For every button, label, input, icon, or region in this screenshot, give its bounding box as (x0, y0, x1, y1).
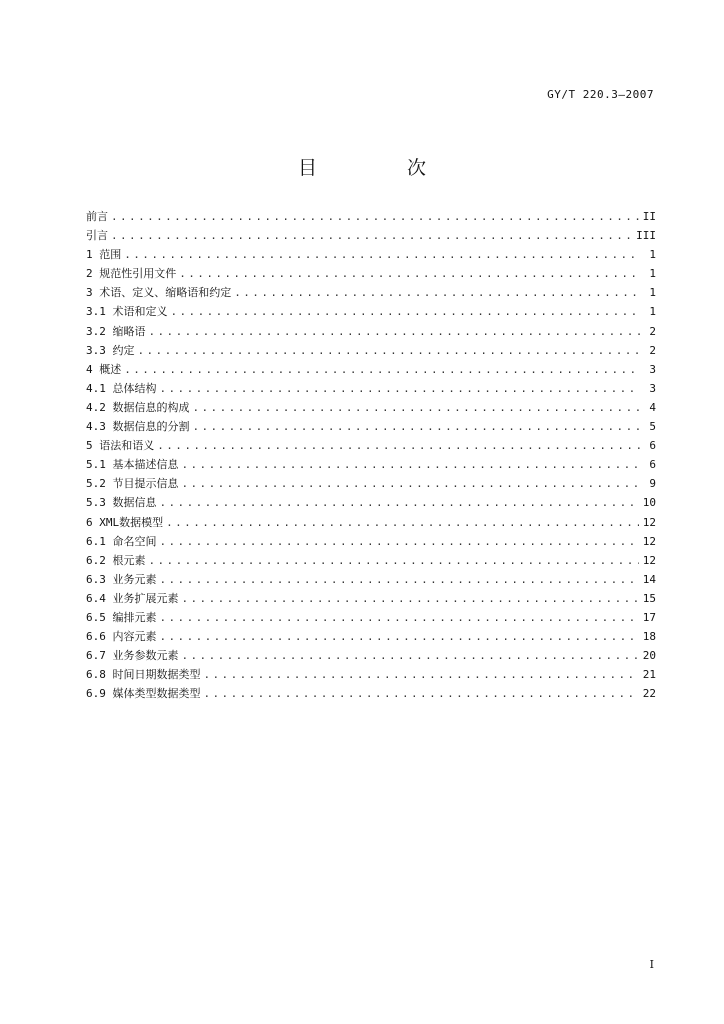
toc-entry-label: 6.1 命名空间 (86, 534, 157, 548)
dot-leader (160, 535, 639, 548)
toc-entry[interactable] (86, 666, 656, 685)
toc-entry[interactable] (86, 514, 656, 533)
toc-entry[interactable] (86, 399, 656, 418)
dot-leader (204, 668, 639, 681)
table-of-contents (86, 208, 656, 704)
dot-leader (182, 477, 641, 490)
toc-entry-label: 4 概述 (86, 362, 122, 376)
toc-entry[interactable] (86, 475, 656, 494)
toc-entry-page: 14 (642, 572, 656, 586)
dot-leader (157, 439, 640, 452)
dot-leader (149, 554, 639, 567)
page-number: I (649, 958, 654, 971)
toc-entry[interactable] (86, 456, 656, 475)
toc-entry-label: 6.8 时间日期数据类型 (86, 668, 201, 682)
toc-entry[interactable] (86, 609, 656, 628)
toc-entry[interactable] (86, 494, 656, 513)
dot-leader (179, 267, 640, 280)
toc-entry[interactable] (86, 552, 656, 571)
toc-entry[interactable] (86, 303, 656, 322)
toc-entry-label: 6.7 业务参数元素 (86, 649, 179, 663)
toc-entry-page: 1 (649, 267, 656, 281)
dot-leader (124, 363, 640, 376)
toc-entry[interactable] (86, 628, 656, 647)
toc-entry-label: 引言 (86, 229, 108, 243)
toc-entry-label: 6.5 编排元素 (86, 610, 157, 624)
toc-entry[interactable] (86, 265, 656, 284)
dot-leader (193, 401, 641, 414)
toc-entry-label: 3.2 缩略语 (86, 324, 146, 338)
toc-entry-label: 3 术语、定义、缩略语和约定 (86, 286, 232, 300)
toc-entry[interactable] (86, 685, 656, 704)
standard-code: GY/T 220.3—2007 (547, 88, 654, 101)
toc-entry-page: 20 (642, 649, 656, 663)
toc-entry-page: 22 (642, 687, 656, 701)
toc-entry-page: 6 (649, 439, 656, 453)
toc-entry[interactable] (86, 342, 656, 361)
toc-entry[interactable] (86, 284, 656, 303)
toc-entry[interactable] (86, 590, 656, 609)
dot-leader (124, 248, 640, 261)
dot-leader (182, 649, 639, 662)
dot-leader (182, 592, 639, 605)
toc-entry[interactable] (86, 571, 656, 590)
dot-leader (193, 420, 641, 433)
toc-entry[interactable] (86, 437, 656, 456)
dot-leader (234, 286, 640, 299)
dot-leader (160, 611, 639, 624)
toc-entry-label: 1 范围 (86, 248, 122, 262)
toc-entry-page: 21 (642, 668, 656, 682)
dot-leader (111, 210, 639, 223)
toc-entry-page: 3 (649, 381, 656, 395)
dot-leader (149, 325, 641, 338)
dot-leader (166, 516, 639, 529)
toc-entry[interactable] (86, 227, 656, 246)
toc-entry[interactable] (86, 323, 656, 342)
toc-entry-page: 10 (642, 496, 656, 510)
toc-entry-page: 6 (649, 458, 656, 472)
toc-entry-label: 6.3 业务元素 (86, 572, 157, 586)
toc-entry-label: 4.1 总体结构 (86, 381, 157, 395)
toc-entry[interactable] (86, 418, 656, 437)
dot-leader (182, 458, 641, 471)
toc-entry-page: II (642, 210, 656, 223)
dot-leader (171, 305, 641, 318)
toc-entry[interactable] (86, 246, 656, 265)
toc-entry-page: 4 (649, 400, 656, 414)
toc-entry-page: 9 (649, 477, 656, 491)
toc-entry[interactable] (86, 208, 656, 227)
toc-entry-label: 5.3 数据信息 (86, 496, 157, 510)
toc-entry-label: 3.1 术语和定义 (86, 305, 168, 319)
toc-entry-label: 4.3 数据信息的分割 (86, 420, 190, 434)
toc-entry-label: 5.1 基本描述信息 (86, 458, 179, 472)
dot-leader (138, 344, 641, 357)
toc-entry-label: 6.6 内容元素 (86, 630, 157, 644)
toc-entry-label: 4.2 数据信息的构成 (86, 400, 190, 414)
toc-entry-label: 5.2 节目提示信息 (86, 477, 179, 491)
toc-entry-page: 1 (649, 248, 656, 262)
toc-entry-label: 3.3 约定 (86, 343, 135, 357)
toc-entry-label: 前言 (86, 210, 108, 223)
toc-entry-label: 6.9 媒体类型数据类型 (86, 687, 201, 701)
toc-entry-label: 6 XML数据模型 (86, 515, 164, 529)
dot-leader (160, 382, 641, 395)
toc-entry-label: 5 语法和语义 (86, 439, 155, 453)
toc-entry-page: 2 (649, 343, 656, 357)
toc-entry[interactable] (86, 361, 656, 380)
toc-entry[interactable] (86, 533, 656, 552)
toc-entry-label: 6.2 根元素 (86, 553, 146, 567)
toc-entry-page: 18 (642, 630, 656, 644)
toc-entry-page: 2 (649, 324, 656, 338)
page-title: 目 次 (297, 157, 469, 179)
toc-entry-page: 1 (649, 286, 656, 300)
toc-entry-page: 5 (649, 420, 656, 434)
toc-entry-page: 12 (642, 553, 656, 567)
toc-entry-page: 15 (642, 591, 656, 605)
toc-entry[interactable] (86, 380, 656, 399)
toc-entry-page: 12 (642, 515, 656, 529)
toc-entry-page: 3 (649, 362, 656, 376)
toc-entry-label: 6.4 业务扩展元素 (86, 591, 179, 605)
dot-leader (204, 687, 639, 700)
dot-leader (160, 630, 639, 643)
toc-entry-page: 1 (649, 305, 656, 319)
toc-entry-label: 2 规范性引用文件 (86, 267, 177, 281)
dot-leader (111, 229, 632, 242)
dot-leader (160, 573, 639, 586)
dot-leader (160, 496, 639, 509)
toc-entry-page: III (636, 229, 656, 243)
toc-entry-page: 17 (642, 610, 656, 624)
toc-entry[interactable] (86, 647, 656, 666)
toc-entry-page: 12 (642, 534, 656, 548)
